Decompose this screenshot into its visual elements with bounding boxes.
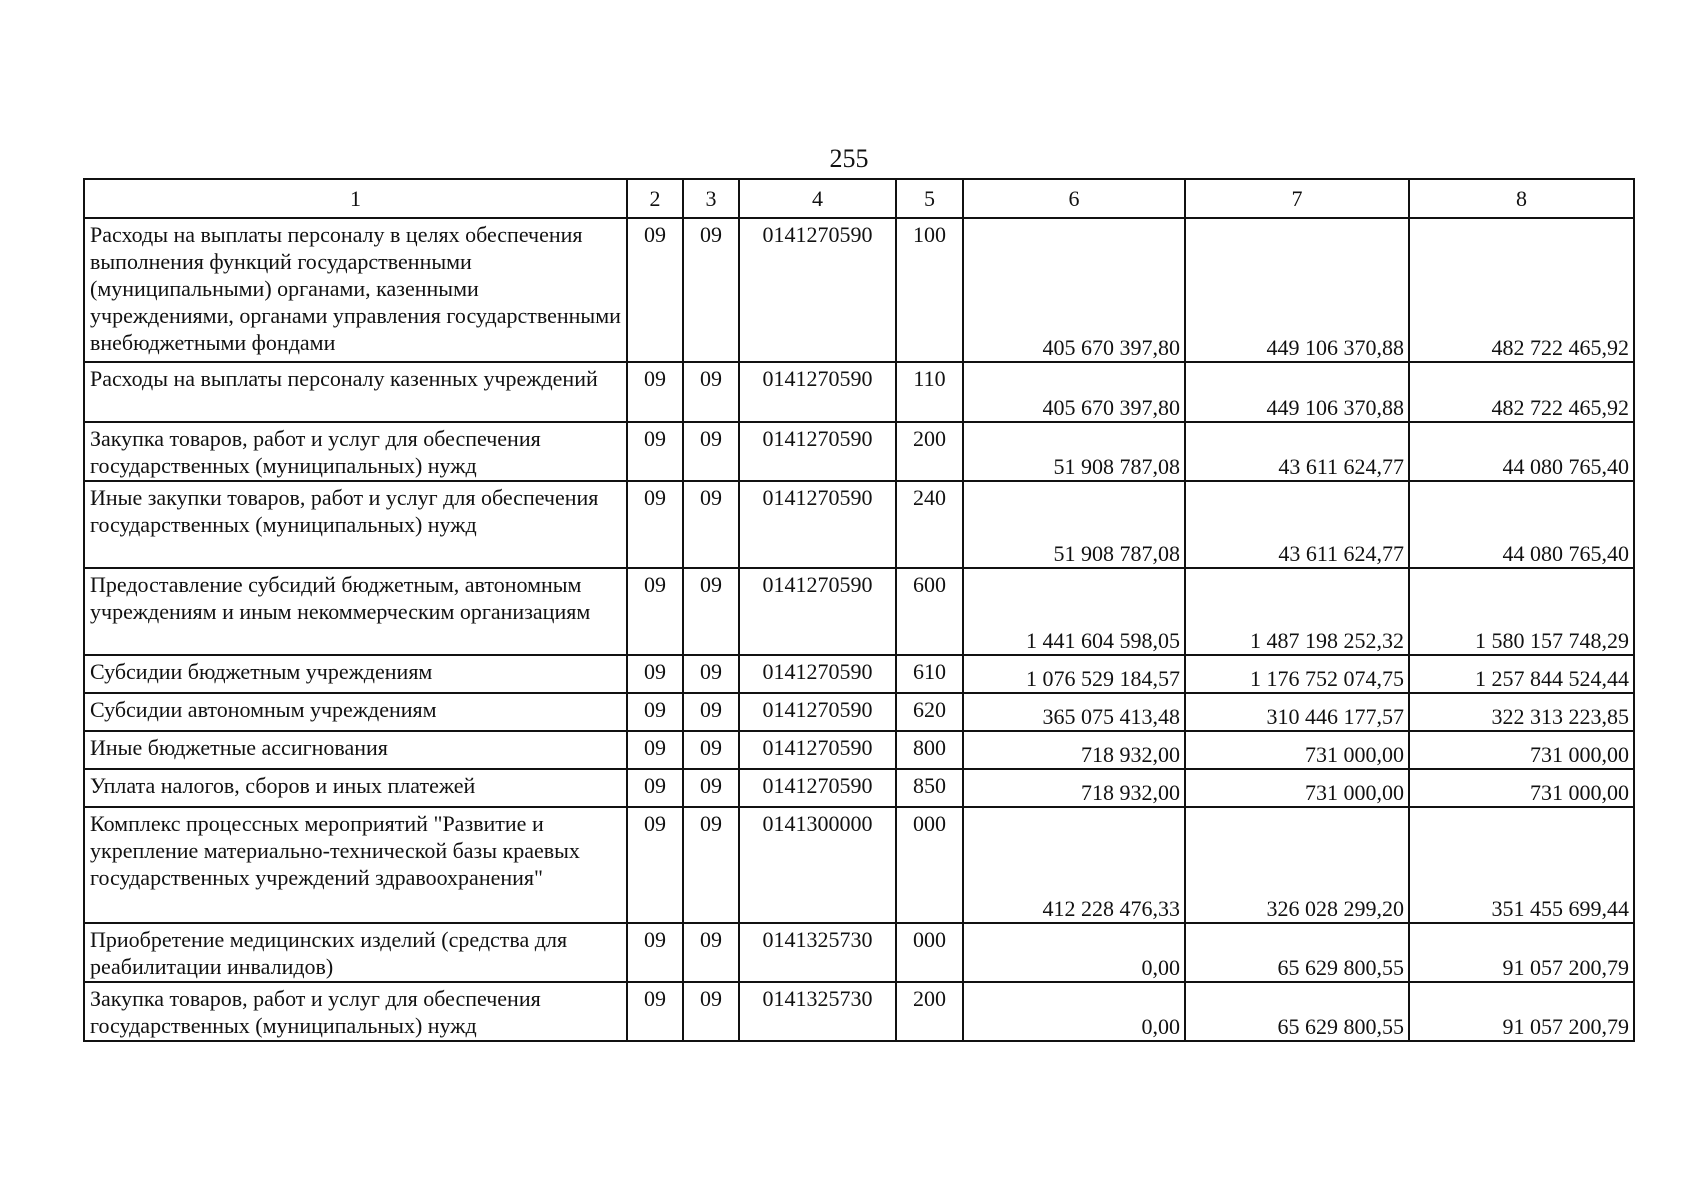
table-row <box>84 769 1634 807</box>
row-section: 09 <box>627 769 683 807</box>
row-amount-col8: 91 057 200,79 <box>1409 982 1634 1041</box>
row-amount-col6: 1 441 604 598,05 <box>963 568 1185 655</box>
row-target-article: 0141300000 <box>739 807 896 923</box>
row-expense-type: 110 <box>896 362 963 422</box>
row-subsection: 09 <box>683 807 739 923</box>
table-row <box>84 422 1634 481</box>
row-expense-type: 800 <box>896 731 963 769</box>
header-col-5: 5 <box>896 179 963 218</box>
row-amount-col6: 405 670 397,80 <box>963 362 1185 422</box>
row-section: 09 <box>627 923 683 982</box>
row-section: 09 <box>627 218 683 362</box>
row-expense-type: 240 <box>896 481 963 568</box>
row-subsection: 09 <box>683 218 739 362</box>
row-section: 09 <box>627 655 683 693</box>
table-row <box>84 807 1634 923</box>
row-amount-col8: 482 722 465,92 <box>1409 218 1634 362</box>
row-amount-col7: 1 487 198 252,32 <box>1185 568 1409 655</box>
table-header <box>84 179 1634 218</box>
row-subsection: 09 <box>683 731 739 769</box>
table-row <box>84 731 1634 769</box>
row-target-article: 0141270590 <box>739 655 896 693</box>
header-col-6: 6 <box>963 179 1185 218</box>
row-target-article: 0141270590 <box>739 568 896 655</box>
table-row <box>84 481 1634 568</box>
table-row <box>84 218 1634 362</box>
row-name: Комплекс процессных мероприятий "Развитие и укрепление материально-технической базы краевых государственных учреждений здравоохранения" <box>84 807 627 923</box>
table-body <box>84 218 1634 1041</box>
row-name: Закупка товаров, работ и услуг для обеспечения государственных (муниципальных) нужд <box>84 982 627 1041</box>
row-subsection: 09 <box>683 693 739 731</box>
header-col-8: 8 <box>1409 179 1634 218</box>
row-section: 09 <box>627 982 683 1041</box>
page-number: 255 <box>829 144 869 173</box>
row-target-article: 0141270590 <box>739 218 896 362</box>
header-row <box>84 179 1634 218</box>
row-name: Предоставление субсидий бюджетным, автономным учреждениям и иным некоммерческим организациям <box>84 568 627 655</box>
row-name: Субсидии автономным учреждениям <box>84 693 627 731</box>
row-section: 09 <box>627 693 683 731</box>
row-expense-type: 000 <box>896 923 963 982</box>
row-subsection: 09 <box>683 769 739 807</box>
row-section: 09 <box>627 481 683 568</box>
header-col-7: 7 <box>1185 179 1409 218</box>
row-subsection: 09 <box>683 923 739 982</box>
row-target-article: 0141325730 <box>739 982 896 1041</box>
row-subsection: 09 <box>683 982 739 1041</box>
header-col-1: 1 <box>84 179 627 218</box>
row-expense-type: 620 <box>896 693 963 731</box>
row-target-article: 0141270590 <box>739 422 896 481</box>
row-amount-col8: 1 257 844 524,44 <box>1409 655 1634 693</box>
row-subsection: 09 <box>683 362 739 422</box>
row-name: Субсидии бюджетным учреждениям <box>84 655 627 693</box>
row-amount-col6: 405 670 397,80 <box>963 218 1185 362</box>
header-col-3: 3 <box>683 179 739 218</box>
row-amount-col6: 0,00 <box>963 982 1185 1041</box>
row-target-article: 0141270590 <box>739 693 896 731</box>
row-target-article: 0141270590 <box>739 731 896 769</box>
row-subsection: 09 <box>683 655 739 693</box>
row-amount-col8: 731 000,00 <box>1409 731 1634 769</box>
row-amount-col6: 718 932,00 <box>963 731 1185 769</box>
row-subsection: 09 <box>683 422 739 481</box>
row-amount-col8: 1 580 157 748,29 <box>1409 568 1634 655</box>
row-amount-col7: 1 176 752 074,75 <box>1185 655 1409 693</box>
row-amount-col6: 412 228 476,33 <box>963 807 1185 923</box>
row-amount-col6: 0,00 <box>963 923 1185 982</box>
table-row <box>84 982 1634 1041</box>
row-amount-col8: 351 455 699,44 <box>1409 807 1634 923</box>
table-row <box>84 362 1634 422</box>
row-amount-col8: 91 057 200,79 <box>1409 923 1634 982</box>
row-amount-col7: 731 000,00 <box>1185 731 1409 769</box>
row-section: 09 <box>627 568 683 655</box>
row-section: 09 <box>627 422 683 481</box>
row-amount-col6: 51 908 787,08 <box>963 481 1185 568</box>
row-amount-col7: 65 629 800,55 <box>1185 982 1409 1041</box>
row-section: 09 <box>627 362 683 422</box>
table-row <box>84 693 1634 731</box>
table-row <box>84 568 1634 655</box>
row-amount-col6: 365 075 413,48 <box>963 693 1185 731</box>
row-expense-type: 000 <box>896 807 963 923</box>
row-amount-col7: 449 106 370,88 <box>1185 362 1409 422</box>
row-amount-col7: 43 611 624,77 <box>1185 481 1409 568</box>
row-amount-col6: 718 932,00 <box>963 769 1185 807</box>
row-expense-type: 850 <box>896 769 963 807</box>
row-expense-type: 200 <box>896 982 963 1041</box>
table-row <box>84 923 1634 982</box>
row-expense-type: 100 <box>896 218 963 362</box>
row-amount-col8: 731 000,00 <box>1409 769 1634 807</box>
row-amount-col8: 44 080 765,40 <box>1409 481 1634 568</box>
row-subsection: 09 <box>683 481 739 568</box>
row-amount-col7: 326 028 299,20 <box>1185 807 1409 923</box>
row-expense-type: 200 <box>896 422 963 481</box>
row-amount-col7: 731 000,00 <box>1185 769 1409 807</box>
row-expense-type: 600 <box>896 568 963 655</box>
row-name: Уплата налогов, сборов и иных платежей <box>84 769 627 807</box>
row-name: Иные бюджетные ассигнования <box>84 731 627 769</box>
row-name: Расходы на выплаты персоналу в целях обеспечения выполнения функций государственными (муниципальными) органами, казенными учреждениями, органами управления государственными внебюджетными фондами <box>84 218 627 362</box>
row-target-article: 0141270590 <box>739 481 896 568</box>
row-subsection: 09 <box>683 568 739 655</box>
header-col-2: 2 <box>627 179 683 218</box>
row-name: Приобретение медицинских изделий (средства для реабилитации инвалидов) <box>84 923 627 982</box>
row-amount-col7: 310 446 177,57 <box>1185 693 1409 731</box>
row-name: Закупка товаров, работ и услуг для обеспечения государственных (муниципальных) нужд <box>84 422 627 481</box>
budget-table <box>83 178 1635 1042</box>
header-col-4: 4 <box>739 179 896 218</box>
row-amount-col6: 51 908 787,08 <box>963 422 1185 481</box>
row-section: 09 <box>627 807 683 923</box>
row-target-article: 0141270590 <box>739 769 896 807</box>
row-amount-col7: 43 611 624,77 <box>1185 422 1409 481</box>
row-name: Иные закупки товаров, работ и услуг для обеспечения государственных (муниципальных) нужд <box>84 481 627 568</box>
row-section: 09 <box>627 731 683 769</box>
table-row <box>84 655 1634 693</box>
row-target-article: 0141270590 <box>739 362 896 422</box>
row-amount-col8: 482 722 465,92 <box>1409 362 1634 422</box>
row-amount-col7: 449 106 370,88 <box>1185 218 1409 362</box>
row-expense-type: 610 <box>896 655 963 693</box>
row-amount-col8: 44 080 765,40 <box>1409 422 1634 481</box>
row-amount-col6: 1 076 529 184,57 <box>963 655 1185 693</box>
row-name: Расходы на выплаты персоналу казенных учреждений <box>84 362 627 422</box>
row-amount-col7: 65 629 800,55 <box>1185 923 1409 982</box>
row-amount-col8: 322 313 223,85 <box>1409 693 1634 731</box>
row-target-article: 0141325730 <box>739 923 896 982</box>
